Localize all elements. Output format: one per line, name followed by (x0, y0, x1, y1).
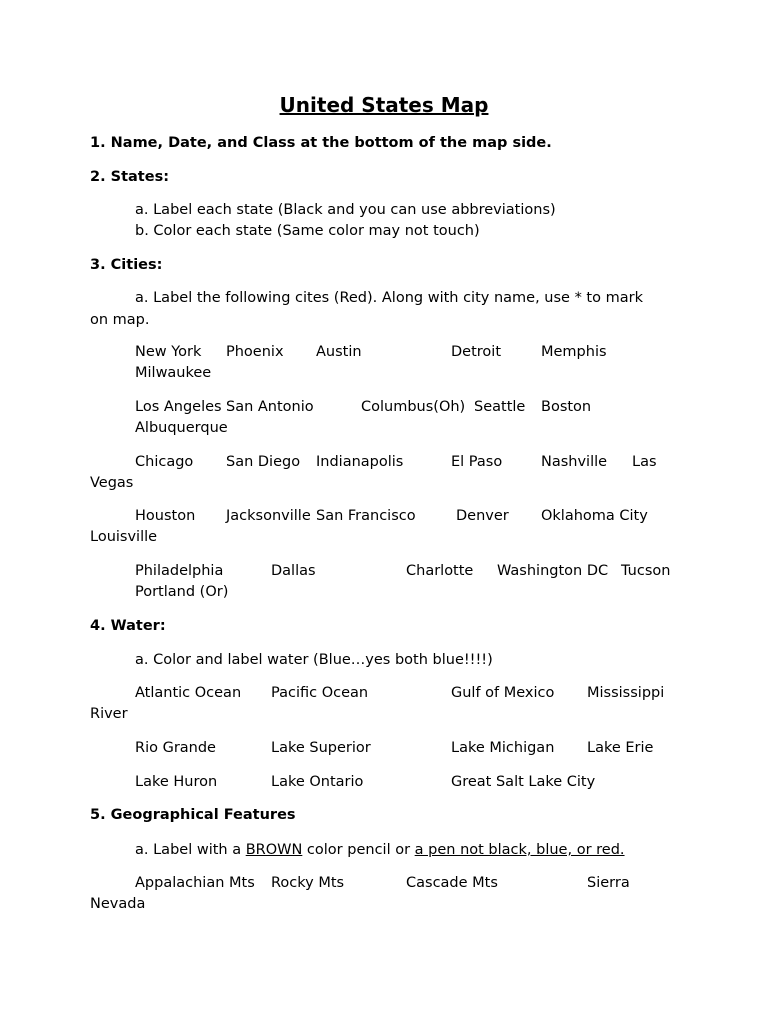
geo-item: Rocky Mts (271, 875, 345, 891)
section-3-heading: 3. Cities: (90, 257, 163, 273)
city-item: Charlotte (406, 563, 474, 579)
states-instruction-a: a. Label each state (Black and you can use abbreviations) (135, 202, 556, 218)
city-item: San Diego (226, 454, 301, 470)
city-item: Memphis (541, 344, 607, 360)
water-item: Gulf of Mexico (451, 685, 555, 701)
water-item: Lake Huron (135, 774, 218, 790)
geo-item: Nevada (90, 896, 146, 912)
city-item: Oklahoma City (541, 508, 648, 524)
city-item: Milwaukee (135, 365, 212, 381)
water-item: Lake Superior (271, 740, 371, 756)
city-item: San Antonio (226, 399, 314, 415)
geo-instruction-pen: a pen not black, blue, or red. (414, 842, 625, 858)
geo-item: Sierra (587, 875, 630, 891)
water-item: Lake Michigan (451, 740, 555, 756)
city-item: Seattle (474, 399, 526, 415)
cities-instruction-line2: on map. (90, 312, 150, 328)
city-item: Boston (541, 399, 592, 415)
geo-item: Cascade Mts (406, 875, 498, 891)
city-item: Albuquerque (135, 420, 228, 436)
city-item: Tucson (621, 563, 671, 579)
water-item: Great Salt Lake City (451, 774, 596, 790)
water-instruction: a. Color and label water (Blue…yes both blue!!!!) (135, 652, 493, 668)
city-item: Denver (456, 508, 509, 524)
city-item: Portland (Or) (135, 584, 229, 600)
cities-instruction-line1: a. Label the following cites (Red). Along with city name, use * to mark (135, 290, 643, 306)
water-item: Lake Ontario (271, 774, 364, 790)
water-item: Atlantic Ocean (135, 685, 242, 701)
city-item: Houston (135, 508, 196, 524)
water-item: Mississippi (587, 685, 665, 701)
page-title: United States Map (279, 93, 489, 117)
city-item: Indianapolis (316, 454, 404, 470)
states-instruction-b: b. Color each state (Same color may not touch) (135, 223, 480, 239)
water-item: Pacific Ocean (271, 685, 369, 701)
city-item: Las (632, 454, 657, 470)
city-item: El Paso (451, 454, 503, 470)
city-item: Chicago (135, 454, 194, 470)
city-item: Los Angeles (135, 399, 222, 415)
geo-instruction-brown: BROWN (245, 842, 303, 858)
city-item: Jacksonville (226, 508, 311, 524)
water-item: Lake Erie (587, 740, 654, 756)
city-item: San Francisco (316, 508, 416, 524)
city-item: Louisville (90, 529, 158, 545)
city-item: New York (135, 344, 202, 360)
water-item: River (90, 706, 128, 722)
city-item: Nashville (541, 454, 608, 470)
city-item: Vegas (90, 475, 134, 491)
geo-item: Appalachian Mts (135, 875, 255, 891)
section-2-heading: 2. States: (90, 169, 169, 185)
geo-instruction-mid: color pencil or (302, 842, 415, 858)
geo-instruction-pre: a. Label with a (135, 842, 246, 858)
section-5-heading: 5. Geographical Features (90, 807, 296, 823)
city-item: Columbus(Oh) (361, 399, 466, 415)
section-4-heading: 4. Water: (90, 618, 166, 634)
geo-instruction (135, 841, 625, 859)
city-item: Phoenix (226, 344, 284, 360)
water-item: Rio Grande (135, 740, 216, 756)
city-item: Washington DC (497, 563, 609, 579)
city-item: Dallas (271, 563, 316, 579)
section-1-heading: 1. Name, Date, and Class at the bottom of the map side. (90, 135, 552, 151)
city-item: Philadelphia (135, 563, 224, 579)
city-item: Austin (316, 344, 362, 360)
city-item: Detroit (451, 344, 501, 360)
